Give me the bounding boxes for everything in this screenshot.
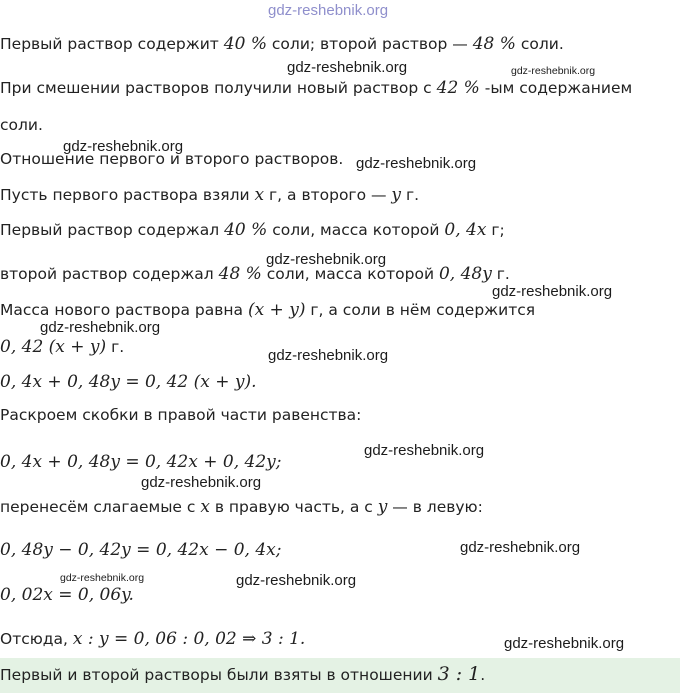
math: x xyxy=(200,497,210,517)
answer-text xyxy=(0,663,485,685)
watermark: gdz-reshebnik.org xyxy=(492,283,613,300)
text: соли, масса которой xyxy=(267,221,445,239)
problem-line-2 xyxy=(0,77,680,99)
text: Пусть первого раствора взяли xyxy=(0,186,255,204)
text: соли. xyxy=(515,35,564,53)
text: — в левую: xyxy=(387,498,483,516)
header-watermark: gdz-reshebnik.org xyxy=(268,2,389,19)
math: 3 : 1 xyxy=(437,663,481,685)
problem-line-1 xyxy=(0,33,680,55)
math: 42 % xyxy=(436,78,480,98)
text: г, а второго — xyxy=(264,186,392,204)
watermark: gdz-reshebnik.org xyxy=(236,572,357,589)
watermark: gdz-reshebnik.org xyxy=(40,319,161,336)
text: Первый и второй растворы были взяты в отношении xyxy=(0,666,438,684)
math: y xyxy=(391,185,402,205)
math: 0, 42 (x + y) xyxy=(0,337,107,357)
watermark: gdz-reshebnik.org xyxy=(266,251,387,268)
watermark: gdz-reshebnik.org xyxy=(60,572,145,584)
text: г; xyxy=(486,221,505,239)
text: При смешении растворов получили новый раствор с xyxy=(0,79,437,97)
watermark: gdz-reshebnik.org xyxy=(511,65,596,77)
watermark: gdz-reshebnik.org xyxy=(268,347,389,364)
solution-line-6 xyxy=(0,219,680,241)
math: 0, 4x xyxy=(444,220,487,240)
math: 0, 48y − 0, 42y = 0, 42x − 0, 4x; xyxy=(0,540,282,560)
math: 0, 48y xyxy=(438,264,492,284)
text: перенесём слагаемые с xyxy=(0,498,201,516)
text: Отношение первого и второго растворов. xyxy=(0,150,344,168)
watermark: gdz-reshebnik.org xyxy=(141,474,262,491)
text: г. xyxy=(401,186,420,204)
text: г. xyxy=(106,338,125,356)
text: соли; второй раствор — xyxy=(266,35,473,53)
watermark: gdz-reshebnik.org xyxy=(504,635,625,652)
solution-line-11 xyxy=(0,404,680,426)
math: x : y = 0, 06 : 0, 02 ⇒ 3 : 1. xyxy=(72,629,306,649)
math: 0, 4x + 0, 48y = 0, 42x + 0, 42y; xyxy=(0,452,282,472)
problem-line-3 xyxy=(0,114,680,136)
text: второй раствор содержал xyxy=(0,265,219,283)
watermark: gdz-reshebnik.org xyxy=(364,442,485,459)
text: Отсюда, xyxy=(0,630,73,648)
math: x xyxy=(254,185,265,205)
text: Масса нового раствора равна xyxy=(0,301,248,319)
math: 48 % xyxy=(218,264,262,284)
math: 40 % xyxy=(223,34,267,54)
text: Первый раствор содержит xyxy=(0,35,224,53)
math: (x + y) xyxy=(247,300,306,320)
watermark: gdz-reshebnik.org xyxy=(63,138,184,155)
math: 0, 4x + 0, 48y = 0, 42 (x + y). xyxy=(0,372,257,392)
watermark: gdz-reshebnik.org xyxy=(287,59,408,76)
math: 40 % xyxy=(224,220,268,240)
math: 48 % xyxy=(472,34,516,54)
solution-line-5 xyxy=(0,184,680,206)
text: г. xyxy=(491,265,510,283)
text: соли. xyxy=(0,116,43,134)
equation-2 xyxy=(0,451,680,473)
text: -ым содержанием xyxy=(479,79,633,97)
solution-line-8 xyxy=(0,299,680,321)
watermark: gdz-reshebnik.org xyxy=(460,539,581,556)
math: 0, 02x = 0, 06y. xyxy=(0,585,134,605)
solution-line-13 xyxy=(0,496,680,518)
text: в правую часть, а с xyxy=(209,498,378,516)
watermark: gdz-reshebnik.org xyxy=(356,155,477,172)
text: . xyxy=(480,666,486,684)
text: соли, масса которой xyxy=(261,265,439,283)
math: y xyxy=(377,497,388,517)
text: Раскроем скобки в правой части равенства: xyxy=(0,406,362,424)
text: г, а соли в нём содержится xyxy=(305,301,536,319)
equation-1 xyxy=(0,371,680,393)
text: Первый раствор содержал xyxy=(0,221,225,239)
